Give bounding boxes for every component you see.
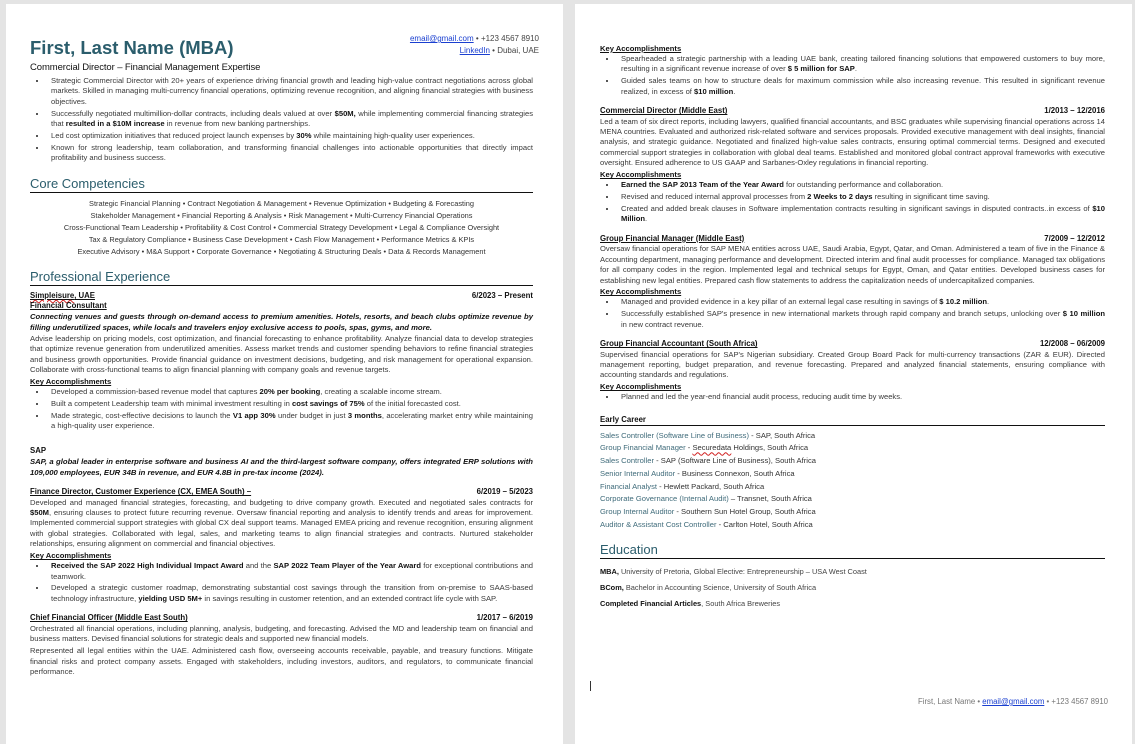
- early-career-item: [600, 442, 1105, 455]
- text-run: Built a competent Leadership team with minimal investment resulting in: [51, 399, 293, 409]
- bold-text-run: $50M,: [334, 108, 356, 118]
- entry-header: [30, 446, 533, 457]
- education-item: [600, 596, 1105, 612]
- text-run: Managed and provided evidence in a key pillar of an external legal case resulting in savings of: [621, 297, 940, 307]
- text-run: SAP: [30, 445, 47, 455]
- education-item: [600, 580, 1105, 596]
- text-run: Commercial Director (Middle East): [600, 106, 728, 116]
- text-run: for outstanding performance and collaboration.: [783, 180, 944, 190]
- bold-text-run: 30%: [296, 131, 312, 141]
- bold-text-run: $ 10.2 million: [939, 297, 987, 307]
- text-run: Made strategic, cost-effective decisions to launch the: [51, 411, 233, 420]
- text-run: Created and added break clauses in Software implementation contracts resulting in significant savings in disputed contracts..in excess of: [621, 203, 1093, 213]
- text-run: – Transnet, South Africa: [728, 494, 812, 504]
- education-item: [600, 564, 1105, 580]
- text-run: Holdings, South Africa: [731, 443, 809, 453]
- text-run: - Southern Sun Hotel Group, South Africa: [674, 506, 816, 516]
- entry-title: [30, 446, 46, 457]
- contact-info: [410, 33, 539, 57]
- text-run: - Business Connexon, South Africa: [675, 468, 795, 478]
- accomplishment-item: [600, 76, 1105, 97]
- text-run: - SAP, South Africa: [749, 430, 816, 440]
- entry-header: [30, 291, 533, 302]
- text-run: in new contract revenue.: [621, 319, 704, 329]
- role-text: Sales Controller: [600, 456, 655, 466]
- education-list: [600, 564, 1105, 612]
- phone-number: +123 4567 8910: [480, 34, 539, 43]
- text-run: - SAP (Software Line of Business), South Africa: [654, 456, 816, 466]
- text-run: Known for strong leadership, team collaboration, and transforming financial challenges into actionable opportunities that directly impact profitability and business success.: [51, 142, 533, 163]
- competencies-line: Cross-Functional Team Leadership • Profitability & Cost Control • Commercial Strategy Development • Legal & Compliance Oversight: [63, 222, 500, 232]
- resume-page-1: [6, 4, 563, 744]
- early-career-list: [600, 430, 1105, 532]
- bold-text-run: 20% per booking: [259, 387, 321, 397]
- entry-header: [600, 339, 1105, 350]
- accomplishments-list: [30, 387, 533, 432]
- experience-list: [30, 291, 533, 678]
- entry-title: [600, 106, 727, 117]
- summary-item: [30, 131, 533, 141]
- experience-entry: [600, 234, 1105, 330]
- candidate-name: First, Last Name (MBA): [30, 37, 234, 58]
- experience-entry: [600, 44, 1105, 97]
- competencies-line: Executive Advisory • M&A Support • Corporate Governance • Negotiating & Structuring Deals • Data & Records Management: [77, 246, 486, 256]
- location: Dubai, UAE: [497, 46, 539, 55]
- separator: •: [475, 34, 479, 43]
- bold-text-run: cost savings of 75%: [292, 399, 365, 409]
- summary-item: [30, 76, 533, 107]
- text-run: , creating a scalable income stream.: [320, 387, 442, 397]
- role-text: Group Financial Manager: [600, 443, 686, 453]
- text-run: Developed and managed financial strategies, forecasting, and budgeting to drive company growth. Executed and negotiated sales contracts for: [30, 497, 533, 507]
- key-accomplishments-label: Key Accomplishments: [600, 382, 682, 392]
- accomplishments-list: [600, 180, 1105, 225]
- text-run: for exceptional contributions and teamwork.: [51, 561, 534, 581]
- text-run: while maintaining high-quality user experiences.: [311, 131, 475, 141]
- section-heading-core-competencies: Core Competencies: [30, 176, 533, 193]
- accomplishment-item: [600, 297, 1105, 307]
- company-description: SAP, a global leader in enterprise software and business AI and the third-largest software company, offers integrated ERP solutions with 109,000 employees, EUR 34B in revenue, and EUR 4.8B in pre-tax income (2024).: [30, 457, 533, 477]
- entry-dates: 1/2017 – 6/2019: [476, 613, 533, 623]
- early-career-item: [600, 493, 1105, 506]
- company-description: Connecting venues and guests through on-demand access to premium amenities. Hotels, resorts, and beach clubs optimize revenue by filling underutilized spaces, while locals and travelers enjoy exclusive access to pools, spas, gyms, and more.: [30, 312, 533, 332]
- experience-entry: [600, 339, 1105, 403]
- accomplishments-list: [600, 54, 1105, 97]
- text-run: .: [645, 214, 648, 224]
- linkedin-link[interactable]: LinkedIn: [459, 46, 490, 55]
- bold-text-run: Received the SAP 2022 High Individual Impact Award: [51, 561, 244, 571]
- text-run: Simpleisure: [30, 290, 75, 300]
- experience-entry: [30, 291, 533, 432]
- accomplishment-item: [30, 583, 533, 604]
- entry-paragraph: [30, 334, 533, 376]
- accomplishment-item: [600, 192, 1105, 202]
- bold-text-run: BCom,: [600, 583, 624, 593]
- accomplishment-item: [30, 387, 533, 397]
- bold-text-run: $ 10 million: [1062, 309, 1105, 319]
- entry-paragraph: [600, 350, 1105, 381]
- text-run: Led cost optimization initiatives that reduced project launch expenses by: [51, 131, 297, 141]
- text-run: Represented all legal entities within the UAE. Administered cash flow, overseeing accounts receivable, payable, and treasury functions. Mitigate financial risks and protect company assets. Engaged with stakeholders, including investors, auditors, and regulators, to communicate financial performance.: [30, 646, 533, 676]
- competencies-line: Strategic Financial Planning • Contract Negotiation & Management • Revenue Optimization • Budgeting & Forecasting: [89, 198, 474, 208]
- entry-dates: 6/2023 – Present: [471, 290, 533, 300]
- text-run: Successfully established SAP's presence in new international markets through rapid company and branch setups, unlocking over: [621, 309, 1063, 319]
- accomplishment-item: [600, 204, 1105, 225]
- entry-header: [30, 487, 533, 498]
- early-career-item: [600, 481, 1105, 494]
- separator: •: [1046, 697, 1050, 706]
- accomplishments-list: [600, 392, 1105, 402]
- text-run: and the: [243, 561, 274, 571]
- bold-text-run: Earned the SAP 2013 Team of the Year Award: [621, 180, 784, 190]
- entry-title: [30, 291, 95, 302]
- key-accomplishments-label: Key Accomplishments: [30, 551, 112, 561]
- text-run: under budget in just: [275, 411, 348, 420]
- bold-text-run: $10 Million: [621, 203, 1105, 224]
- accomplishment-item: [600, 180, 1105, 190]
- text-run: .: [987, 297, 990, 307]
- text-run: .: [733, 86, 736, 96]
- text-run: resulting in significant time saving.: [872, 192, 990, 202]
- experience-entry: [30, 446, 533, 478]
- text-run: Strategic Commercial Director with 20+ years of experience driving financial growth and leading high-value contract negotiations across global markets. Skilled in managing multi-currency financial operations, optimizing revenue recognition, and aligning financial strategies with business objectives.: [51, 76, 533, 106]
- section-heading-education: Education: [600, 542, 1105, 559]
- entry-header: [600, 234, 1105, 245]
- text-run: - Hewlett Packard, South Africa: [656, 481, 765, 491]
- competencies-line: Stakeholder Management • Financial Reporting & Analysis • Risk Management • Multi-Currency Financial Operations: [90, 210, 473, 220]
- text-run: while implementing commercial financing strategies that: [51, 108, 533, 129]
- entry-header: [600, 106, 1105, 117]
- text-run: , South Africa Breweries: [701, 599, 781, 609]
- experience-entry: [600, 106, 1105, 225]
- text-run: , accelerating market entry while maintaining a high-quality user experience.: [51, 411, 533, 431]
- experience-entry: [30, 487, 533, 604]
- accomplishment-item: [30, 561, 533, 582]
- footer-email-link[interactable]: email@gmail.com: [982, 697, 1045, 706]
- email-link[interactable]: email@gmail.com: [409, 34, 474, 43]
- text-run: Advise leadership on pricing models, cost optimization, and financial forecasting to enhance profitability. Analyze financial data to develop strategies that optimize revenue generation from underutilized amenities. Assess market trends and customer spending behaviors to refine financial strategies and business growth opportunities. Provide financial guidance on investment decisions, budgeting, and risk management for operational expansion. Collaborate with cross-functional teams to align financial planning with company goals and revenue targets.: [30, 334, 533, 375]
- entry-paragraph: [30, 624, 533, 645]
- early-career-item: [600, 468, 1105, 481]
- role-text: Senior Internal Auditor: [600, 468, 676, 478]
- text-run: Successfully negotiated multimillion-dollar contracts, including deals valued at over: [51, 108, 335, 118]
- footer-phone: +123 4567 8910: [1051, 697, 1108, 706]
- text-run: Chief Financial Officer (Middle East South): [30, 613, 188, 623]
- text-run: Orchestrated all financial operations, including planning, analysis, budgeting, and forecasting. Advised the MD and leadership team on financial and business matters. Devised financial solutions for strategic deals and supported new financial models.: [30, 623, 533, 644]
- entry-title: [30, 487, 251, 498]
- text-run: Spearheaded a strategic partnership with a leading UAE bank, creating tailored financing solutions that empowered customers to buy more, resulting in a significant revenue increase of over: [621, 54, 1105, 74]
- accomplishment-item: [600, 392, 1105, 402]
- accomplishment-item: [30, 399, 533, 409]
- competencies-list: [30, 198, 533, 258]
- entry-dates: 12/2008 – 06/2009: [1039, 339, 1105, 349]
- key-accomplishments-label: Key Accomplishments: [30, 377, 112, 387]
- text-run: .: [854, 64, 857, 74]
- role-text: Sales Controller (Software Line of Business): [600, 430, 749, 440]
- entry-paragraph: [600, 117, 1105, 169]
- experience-list-continued: [600, 44, 1105, 403]
- professional-title: Commercial Director – Financial Management Expertise: [30, 62, 261, 73]
- bold-text-run: $ 5 million for SAP: [787, 64, 855, 74]
- bold-text-run: V1 app 30%: [232, 411, 276, 420]
- entry-title: [30, 613, 188, 624]
- bold-text-run: Completed Financial Articles: [600, 599, 702, 609]
- early-career-heading: Early Career: [600, 415, 1105, 426]
- entry-paragraph: [30, 646, 533, 677]
- page-footer: [918, 697, 1108, 706]
- role-text: Group Internal Auditor: [600, 506, 675, 516]
- entry-dates: 6/2019 – 5/2023: [476, 487, 533, 497]
- footer-name: First, Last Name: [917, 697, 976, 706]
- summary-item: [30, 109, 533, 130]
- bold-text-run: resulted in a $10M increase: [65, 119, 165, 129]
- early-career-item: [600, 455, 1105, 468]
- accomplishment-item: [600, 54, 1105, 75]
- entry-role: Financial Consultant: [30, 301, 107, 311]
- text-run: , ensuring clauses to protect future recurring revenue. Oversaw financial reporting and analysis to identify trends and areas for improvement. Implemented commercial support strategies with global CX deal support teams. Managed EMEA pricing and revenue recognition, ensuring alignment with global strategies. Collaborated with legal, sales, and marketing teams to align financial strategies and contracts. Nurtured stakeholder relationships, ensuring alignment on commercial and financial objectives.: [30, 508, 533, 549]
- text-run: Developed a commission-based revenue model that captures: [51, 387, 260, 397]
- bold-text-run: SAP 2022 Team Player of the Year Award: [273, 561, 421, 571]
- early-career-item: [600, 430, 1105, 443]
- entry-title: [600, 234, 744, 245]
- text-run: in savings resulting in customer retention, and an extended contract life cycle with SAP.: [202, 593, 498, 603]
- bold-text-run: $50M: [30, 508, 49, 518]
- text-run: of the initial forecasted cost.: [364, 399, 461, 409]
- text-run: Bachelor in Accounting Science, University of South Africa: [623, 583, 817, 593]
- entry-title: [600, 339, 758, 350]
- text-run: Finance Director, Customer Experience (CX, EMEA South) –: [30, 487, 252, 497]
- bold-text-run: 2 Weeks to 2 days: [807, 192, 873, 202]
- bold-text-run: yielding USD 5M+: [138, 593, 203, 603]
- separator: •: [492, 46, 495, 55]
- text-run: Securedata: [692, 443, 732, 453]
- text-run: Group Financial Manager (Middle East): [600, 233, 745, 243]
- key-accomplishments-label: Key Accomplishments: [600, 287, 682, 297]
- text-run: Oversaw financial operations for SAP MENA entities across UAE, Saudi Arabia, Egypt, Qatar, and Oman. Administered a team of five in the Finance & Accounting department, managing performance and development. Directed interim and final audit processes for compliance. Managed tax obligations for all company codes in the region. Implemented legal and technical setups for Egypt, Oman, and Qatar entities. Developed business cases for establishing new legal entities. Prepared cash flow statements to address the capitalization needs of undercapitalized companies.: [600, 244, 1105, 285]
- role-text: Financial Analyst: [600, 481, 657, 491]
- text-run: in revenue from new banking partnerships.: [164, 119, 311, 129]
- accomplishments-list: [600, 297, 1105, 330]
- bold-text-run: $10 million: [694, 86, 734, 96]
- entry-header: [30, 613, 533, 624]
- entry-dates: 1/2013 – 12/2016: [1044, 106, 1105, 116]
- entry-paragraph: [30, 498, 533, 550]
- text-run: Led a team of six direct reports, including lawyers, qualified financial accountants, and BSC graduates while supervising financial operations across 14 MENA countries. Evaluated and authorized risk-related software and services proposals. Provided executive management with deal insights, financial analysis, and strategic guidance. Negotiated and finalized high-value sales contracts, ensuring optimal commercial terms. Designed and executed commercial support strategies in collaboration with global deal teams. Established and monitored global contract approval frameworks with executive oversight. Ensured adherence to US GAAP and Sarbanes-Oxley regulations in financial reporting.: [600, 116, 1105, 168]
- experience-entry: [30, 613, 533, 677]
- accomplishments-list: [30, 561, 533, 604]
- early-career-item: [600, 506, 1105, 519]
- text-run: Group Financial Accountant (South Africa): [600, 339, 758, 349]
- text-run: -: [685, 443, 693, 453]
- key-accomplishments-label: Key Accomplishments: [600, 44, 682, 53]
- bold-text-run: 3 months: [347, 411, 382, 420]
- separator: •: [977, 697, 981, 706]
- entry-paragraph: [600, 244, 1105, 286]
- text-run: University of Pretoria, Global Elective: Entrepreneurship – USA West Coast: [618, 567, 867, 577]
- text-run: Developed a strategic customer roadmap, demonstrating substantial cost savings through the transition from on-premise to SAAS-based technology infrastructure,: [51, 583, 533, 603]
- accomplishment-item: [30, 411, 533, 432]
- competencies-line: Tax & Regulatory Compliance • Business Case Development • Cash Flow Management • Performance Metrics & KPIs: [88, 234, 475, 244]
- text-run: Supervised financial operations for SAP's Nigerian subsidiary. Created Group Board Pack for multi-currency transactions (ZAR & EUR). Directed management reporting, budget preparation, and revenue forecasting. Prepared and analyzed financial statements, ensuring compliance with accounting standards and regulations.: [600, 349, 1105, 380]
- role-text: Auditor & Assistant Cost Controller: [600, 519, 717, 529]
- resume-page-2: [575, 4, 1132, 744]
- role-text: Corporate Governance (Internal Audit): [600, 494, 729, 504]
- bold-text-run: MBA,: [600, 567, 619, 577]
- text-run: Guided sales teams on how to structure deals for maximum commission while also increasing revenue. This resulted in significant revenue realized, in excess of: [621, 76, 1105, 96]
- summary-item: [30, 143, 533, 164]
- summary-list: [30, 76, 533, 164]
- text-run: Revised and reduced internal approval processes from: [621, 192, 808, 202]
- early-career-item: [600, 519, 1105, 532]
- accomplishment-item: [600, 309, 1105, 330]
- section-heading-experience: Professional Experience: [30, 269, 533, 286]
- text-run: , UAE: [74, 290, 95, 300]
- text-run: Planned and led the year-end financial audit process, reducing audit time by weeks.: [621, 392, 903, 402]
- entry-dates: 7/2009 – 12/2012: [1044, 233, 1105, 243]
- text-run: - Carlton Hotel, South Africa: [716, 519, 813, 529]
- text-cursor: [590, 681, 591, 691]
- key-accomplishments-label: Key Accomplishments: [600, 170, 682, 180]
